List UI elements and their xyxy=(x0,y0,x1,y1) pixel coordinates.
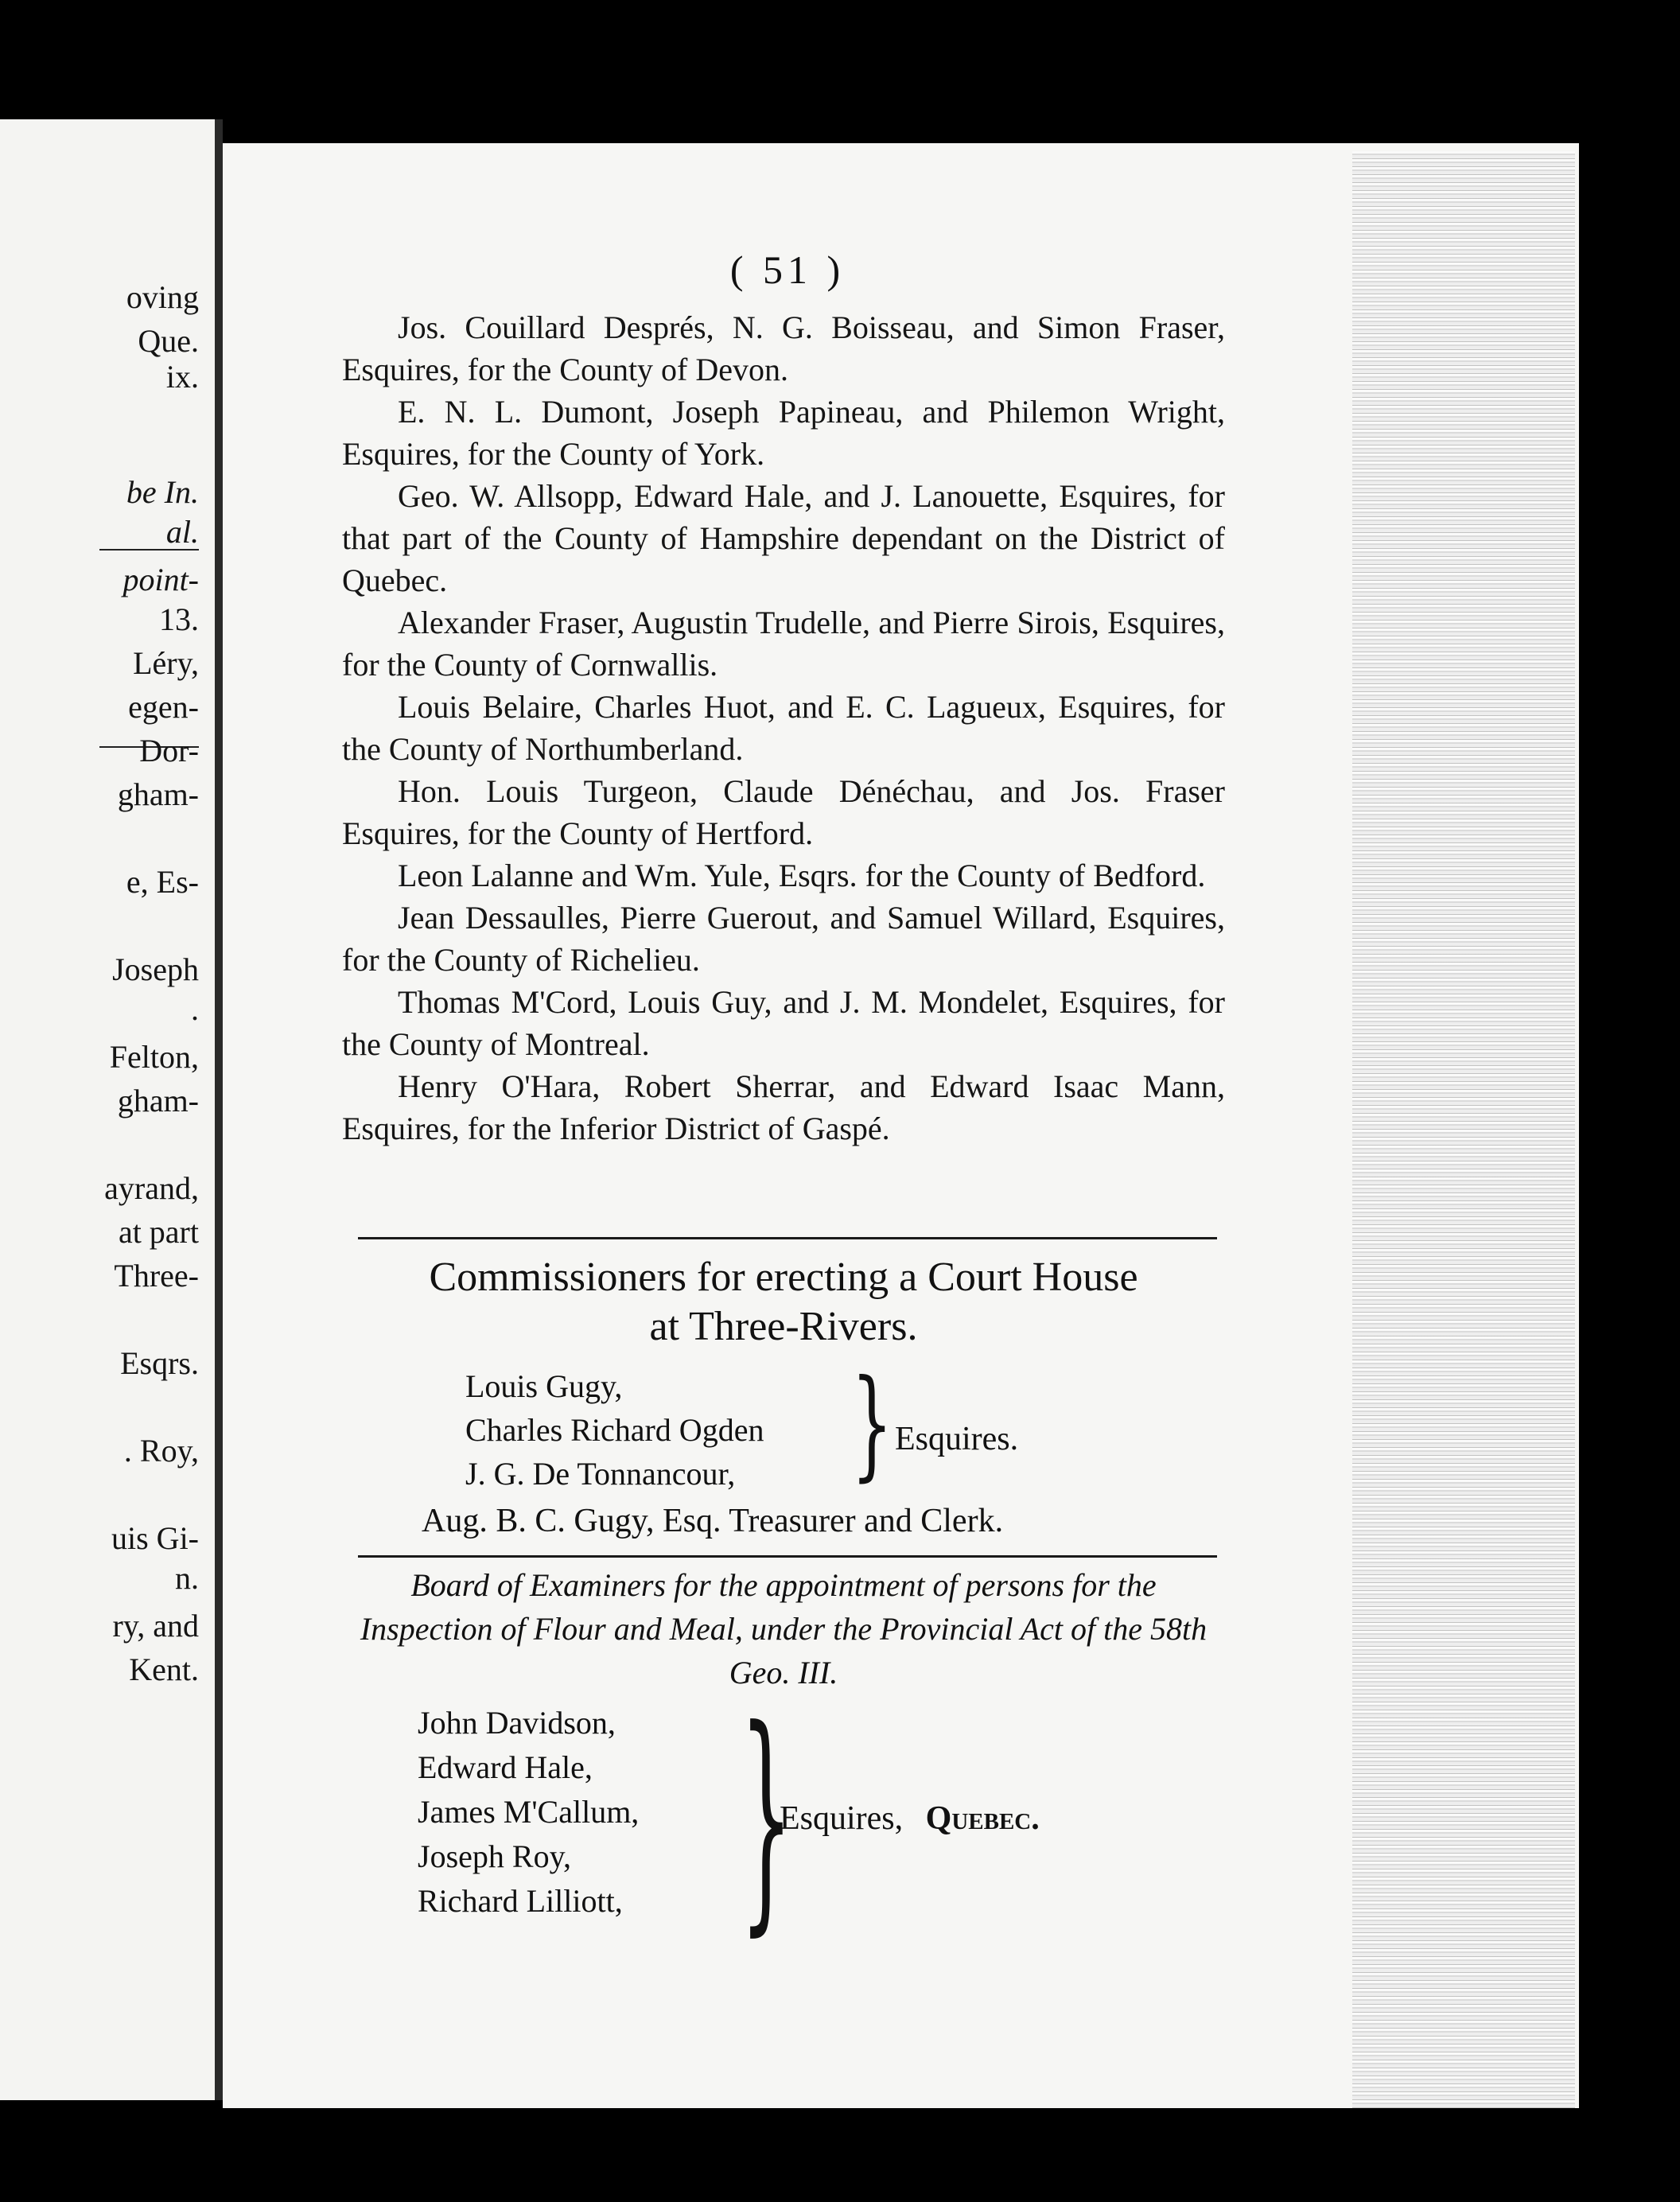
court-house-brace-label: Esquires. xyxy=(895,1421,1019,1457)
board-place: Quebec. xyxy=(925,1800,1040,1837)
left-page-fragment: gham- xyxy=(117,776,199,812)
left-page-fragment: uis Gi- xyxy=(111,1520,199,1556)
left-page-fragment: egen- xyxy=(128,689,199,725)
left-page-fragment: Felton, xyxy=(109,1039,199,1075)
left-page-fragment: Que. xyxy=(138,323,199,359)
entry-hertford: Hon. Louis Turgeon, Claude Dénéchau, and Jos. Fraser Esquires, for the County of Hertford. xyxy=(342,773,1225,851)
entry-northumberland: Louis Belaire, Charles Huot, and E. C. Lagueux, Esquires, for the County of Northumberland. xyxy=(342,689,1225,767)
entry-york: E. N. L. Dumont, Joseph Papineau, and Philemon Wright, Esquires, for the County of York. xyxy=(342,394,1225,472)
left-page-fragment: Joseph xyxy=(112,951,199,987)
left-page-fragment: Three- xyxy=(114,1258,199,1294)
court-house-members xyxy=(465,1364,764,1496)
entry-montreal: Thomas M'Cord, Louis Guy, and J. M. Mondelet, Esquires, for the County of Montreal. xyxy=(342,984,1225,1062)
entry-richelieu: Jean Dessaulles, Pierre Guerout, and Samuel Willard, Esquires, for the County of Richelieu. xyxy=(342,900,1225,978)
page-number: ( 51 ) xyxy=(729,247,846,292)
left-page-fragment: ayrand, xyxy=(104,1170,199,1206)
entry-devon: Jos. Couillard Després, N. G. Boisseau, and Simon Fraser, Esquires, for the County of Devon. xyxy=(342,309,1225,387)
page-edge xyxy=(1352,151,1575,2108)
court-house-heading-line1: Commissioners for erecting a Court House xyxy=(429,1255,1138,1300)
member-name: James M'Callum, xyxy=(418,1794,640,1830)
left-page-fragment: . Roy, xyxy=(123,1433,199,1469)
left-page-fragment: be In. xyxy=(126,474,199,510)
court-house-heading-line2: at Three-Rivers. xyxy=(649,1304,918,1349)
member-name: John Davidson, xyxy=(418,1705,616,1741)
left-page-fragment: oving xyxy=(126,279,199,315)
left-page-fragment: ry, and xyxy=(112,1608,199,1644)
left-page-fragment: ix. xyxy=(165,359,199,395)
entry-cornwallis: Alexander Fraser, Augustin Trudelle, and Pierre Sirois, Esquires, for the County of Cornwallis. xyxy=(342,605,1225,683)
member-name: Joseph Roy, xyxy=(418,1838,571,1874)
board-members xyxy=(418,1701,639,1924)
board-esquires: Esquires, xyxy=(780,1800,904,1837)
entry-gaspe: Henry O'Hara, Robert Sherrar, and Edward Isaac Mann, Esquires, for the Inferior District of Gaspé. xyxy=(342,1068,1225,1146)
court-house-heading xyxy=(342,1253,1225,1352)
court-house-clerk: Aug. B. C. Gugy, Esq. Treasurer and Clerk. xyxy=(422,1503,1004,1539)
member-name: Charles Richard Ogden xyxy=(465,1412,764,1448)
member-name: J. G. De Tonnancour, xyxy=(465,1456,736,1492)
left-page xyxy=(0,119,223,2100)
left-page-fragment: n. xyxy=(175,1560,199,1596)
left-page-fragment: Esqrs. xyxy=(120,1345,199,1381)
right-brace-icon: } xyxy=(740,1679,793,1956)
member-name: Richard Lilliott, xyxy=(418,1883,623,1919)
left-page-fragment: Léry, xyxy=(133,645,199,681)
commissioner-entries xyxy=(342,306,1225,1150)
left-page-fragment: point- xyxy=(122,562,199,597)
left-page-fragment: gham- xyxy=(117,1083,199,1119)
left-page-fragment: e, Es- xyxy=(126,864,199,900)
board-brace-label xyxy=(780,1799,1040,1838)
left-page-fragment: Kent. xyxy=(129,1652,199,1687)
left-page-fragment: . xyxy=(191,991,199,1027)
left-page-fragment: Dor- xyxy=(139,733,199,768)
entry-bedford: Leon Lalanne and Wm. Yule, Esqrs. for the County of Bedford. xyxy=(398,858,1206,893)
section-rule xyxy=(358,1237,1217,1239)
section-rule xyxy=(358,1555,1217,1558)
right-brace-icon: } xyxy=(851,1355,893,1493)
entry-hampshire: Geo. W. Allsopp, Edward Hale, and J. Lanouette, Esquires, for that part of the County of Hampshire dependant on the District of Quebec. xyxy=(342,478,1225,598)
member-name: Edward Hale, xyxy=(418,1749,593,1785)
left-page-fragment: 13. xyxy=(159,601,199,637)
left-page-fragment: at part xyxy=(118,1214,199,1250)
board-heading: Board of Examiners for the appointment of persons for the Inspection of Flour and Meal, under the Provincial Act of the 58th Geo. III. xyxy=(360,1567,1208,1690)
member-name: Louis Gugy, xyxy=(465,1368,623,1404)
left-page-fragment: al. xyxy=(165,514,199,550)
